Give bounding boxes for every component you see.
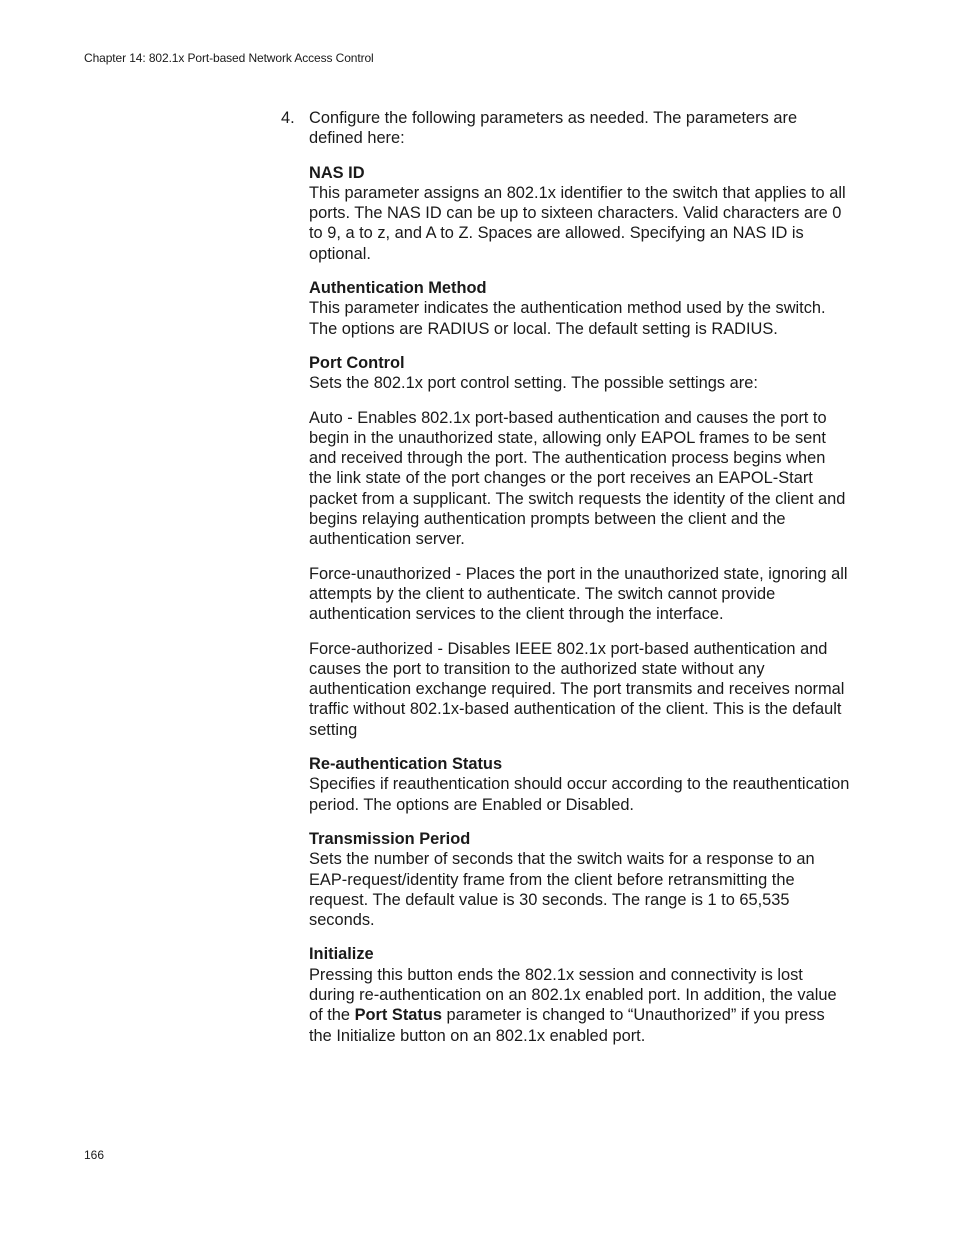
- param-authentication-method: [309, 278, 851, 339]
- param-description: This parameter indicates the authentication method used by the switch. The options are RADIUS or local. The default setting is RADIUS.: [309, 299, 826, 338]
- page-number: 166: [84, 1148, 105, 1162]
- option-force-authorized: Force-authorized - Disables IEEE 802.1x port-based authentication and causes the port to transition to the authorized state without any authentication exchange required. The port transmits and receives normal traffic without 802.1x-based authentication of the client. This is the default setting: [309, 639, 845, 739]
- param-description: [309, 965, 851, 1046]
- param-title: Transmission Period: [309, 829, 471, 848]
- param-description: Sets the number of seconds that the switch waits for a response to an EAP-request/identity frame from the client before retransmitting the request. The default value is 30 seconds. The range is 1 to 65,535 seconds.: [309, 850, 815, 930]
- param-title: NAS ID: [309, 163, 365, 182]
- param-description: This parameter assigns an 802.1x identifier to the switch that applies to all ports. The NAS ID can be up to sixteen characters. Valid characters are 0 to 9, a to z, and A to Z. Spaces are allowed. Specifying an NAS ID is optional.: [309, 183, 846, 263]
- param-reauthentication-status: [309, 754, 851, 815]
- param-title: Initialize: [309, 945, 374, 964]
- param-title: Re-authentication Status: [309, 755, 503, 774]
- param-initialize: [309, 944, 851, 1045]
- param-title: Port Control: [309, 353, 405, 372]
- text-segment: parameter is changed to “Unauthorized” if you press the Initialize button on an 802.1x enabled port.: [309, 1006, 825, 1045]
- step-number: 4.: [281, 109, 295, 127]
- param-description: Sets the 802.1x port control setting. The possible settings are:: [309, 374, 758, 393]
- param-nas-id: [309, 163, 851, 264]
- param-transmission-period: [309, 829, 851, 930]
- step-intro: Configure the following parameters as needed. The parameters are defined here:: [309, 109, 798, 148]
- port-status-term: Port Status: [354, 1006, 442, 1025]
- option-force-unauthorized: Force-unauthorized - Places the port in the unauthorized state, ignoring all attempts by the client to authenticate. The switch cannot provide authentication services to the client through the interface.: [309, 564, 848, 624]
- option-auto: Auto - Enables 802.1x port-based authentication and causes the port to begin in the unauthorized state, allowing only EAPOL frames to be sent and received through the port. The authentication process begins when the link state of the port changes or the port receives an EAPOL-Start packet from a supplicant. The switch requests the identity of the client and begins relaying authentication prompts between the client and the authentication server.: [309, 408, 846, 549]
- step-body: [309, 108, 851, 1046]
- step-4: [281, 108, 851, 1060]
- param-description: Specifies if reauthentication should occur according to the reauthentication period. The options are Enabled or Disabled.: [309, 775, 850, 814]
- running-header: Chapter 14: 802.1x Port-based Network Access Control: [84, 51, 374, 65]
- text-segment: Pressing this button ends the 802.1x session and connectivity is lost during re-authentication on an 802.1x enabled port. In addition, the value of the: [309, 965, 837, 1025]
- param-title: Authentication Method: [309, 279, 487, 298]
- param-port-control: [309, 353, 851, 740]
